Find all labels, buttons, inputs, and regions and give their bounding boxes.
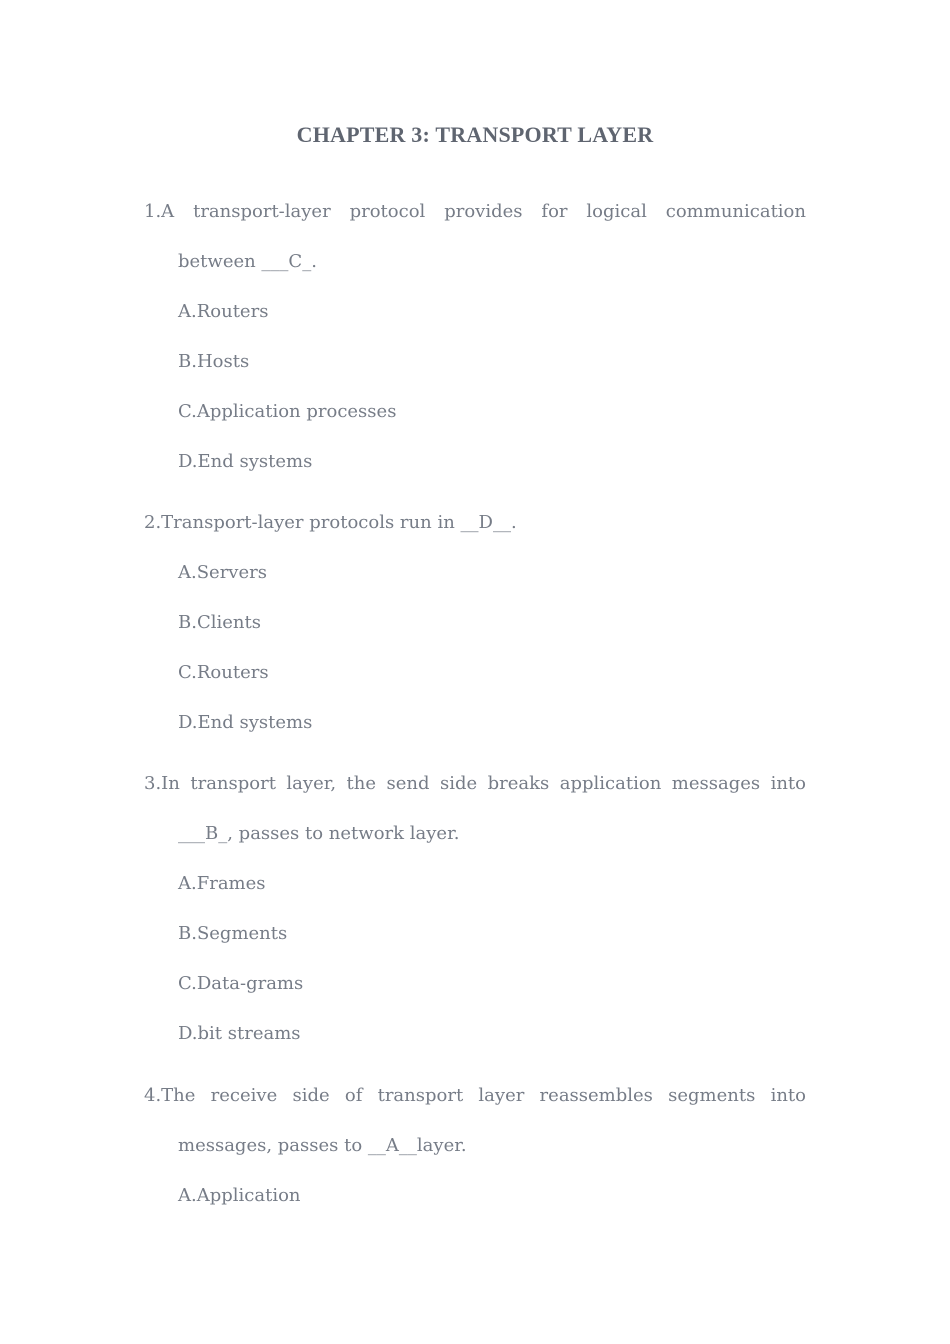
question-2-option-a: A.Servers: [178, 562, 267, 583]
question-1-option-c: C.Application processes: [178, 401, 397, 422]
question-3-option-c: C.Data-grams: [178, 973, 304, 994]
question-4-stem: 4.The receive side of transport layer reassembles segments into messages, passes to __A__layer.: [144, 1085, 806, 1156]
question-2-option-c: C.Routers: [178, 662, 269, 683]
question-3: [144, 759, 806, 1059]
question-1-option-d: D.End systems: [178, 451, 313, 472]
question-1-option-a: A.Routers: [178, 301, 269, 322]
chapter-title: CHAPTER 3: TRANSPORT LAYER: [296, 122, 654, 147]
question-3-option-b: B.Segments: [178, 923, 288, 944]
question-3-option-d: D.bit streams: [178, 1023, 301, 1044]
question-1-stem: 1.A transport-layer protocol provides for logical communication between ___C_.: [144, 201, 806, 272]
question-3-stem: 3.In transport layer, the send side breaks application messages into ___B_, passes to network layer.: [144, 773, 806, 844]
question-1-option-b: B.Hosts: [178, 351, 250, 372]
question-2-option-d: D.End systems: [178, 712, 313, 733]
question-1: [144, 187, 806, 487]
question-2-option-b: B.Clients: [178, 612, 261, 633]
question-3-option-a: A.Frames: [178, 873, 266, 894]
question-4: [144, 1071, 806, 1221]
question-2: [144, 498, 806, 748]
question-2-stem: 2.Transport-layer protocols run in __D__.: [144, 512, 517, 533]
question-4-option-a: A.Application: [178, 1185, 301, 1206]
